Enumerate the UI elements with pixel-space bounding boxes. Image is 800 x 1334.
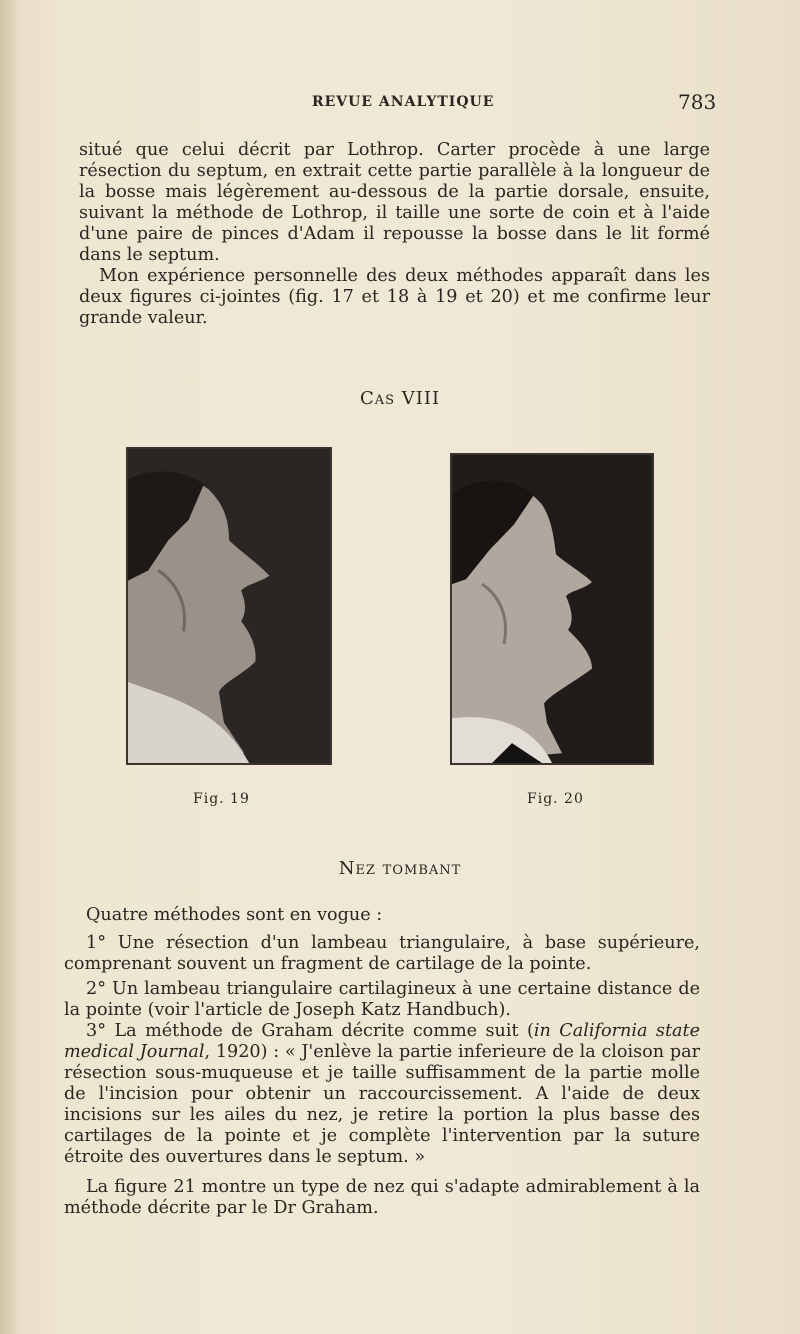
figure-19-photo: [126, 447, 332, 765]
running-title: REVUE ANALYTIQUE: [312, 94, 495, 110]
figure-20-caption: Fig. 20: [527, 791, 584, 807]
section-title-nez-tombant: [0, 858, 800, 879]
figure-20-photo: [450, 453, 654, 765]
page-binding-edge: [0, 0, 20, 1334]
page-header: [0, 90, 800, 120]
paragraph-lothrop-carter: situé que celui décrit par Lothrop. Carter procède à une large résection du septum, en extrait cette partie parallèle à la longueur de la bosse mais légèrement au-dessous de la partie dorsale, ensuite, suivant la méthode de Lothrop, il taille une sorte de coin et à l'aide d'une paire de pinces d'Adam il repousse la bosse dans le lit formé dans le septum.: [79, 140, 710, 265]
graham-journal-citation: in California state medical Journal: [64, 1021, 700, 1062]
paragraph-method-2: 2° Un lambeau triangulaire cartilagineux à une certaine distance de la pointe (voir l'article de Joseph Katz Handbuch).: [64, 979, 700, 1020]
paragraph-quatre-methodes: Quatre méthodes sont en vogue :: [86, 905, 383, 925]
paragraph-figure-21: La figure 21 montre un type de nez qui s'adapte admirablement à la méthode décrite par le Dr Graham.: [64, 1177, 700, 1218]
figure-19-caption: Fig. 19: [193, 791, 250, 807]
paragraph-experience: Mon expérience personnelle des deux méthodes apparaît dans les deux figures ci-jointes (fig. 17 et 18 à 19 et 20) et me confirme leur grande valeur.: [79, 266, 710, 328]
graham-text-end: , 1920) : « J'enlève la partie inferieure de la cloison par résection sous-muqueuse et je taille suffisamment de la partie molle de l'incision pour obtenir un raccourcissement. A l'aide de deux incisions sur les ailes du nez, je retire la portion la plus basse des cartilages de la pointe et je complète l'intervention par la suture étroite des ouvertures dans le septum. »: [64, 1042, 700, 1167]
paragraph-method-3-graham: [64, 1021, 700, 1168]
nez-label: Nez tombant: [338, 858, 462, 879]
graham-text-start: 3° La méthode de Graham décrite comme suit (: [86, 1021, 534, 1041]
paragraph-method-1: 1° Une résection d'un lambeau triangulaire, à base supérieure, comprenant souvent un fragment de cartilage de la pointe.: [64, 933, 700, 974]
profile-before-image: [128, 449, 330, 763]
section-title-cas-viii: [0, 388, 800, 409]
page-number: 783: [678, 90, 717, 114]
profile-after-image: [452, 455, 652, 763]
cas-label: Cas VIII: [359, 388, 441, 409]
